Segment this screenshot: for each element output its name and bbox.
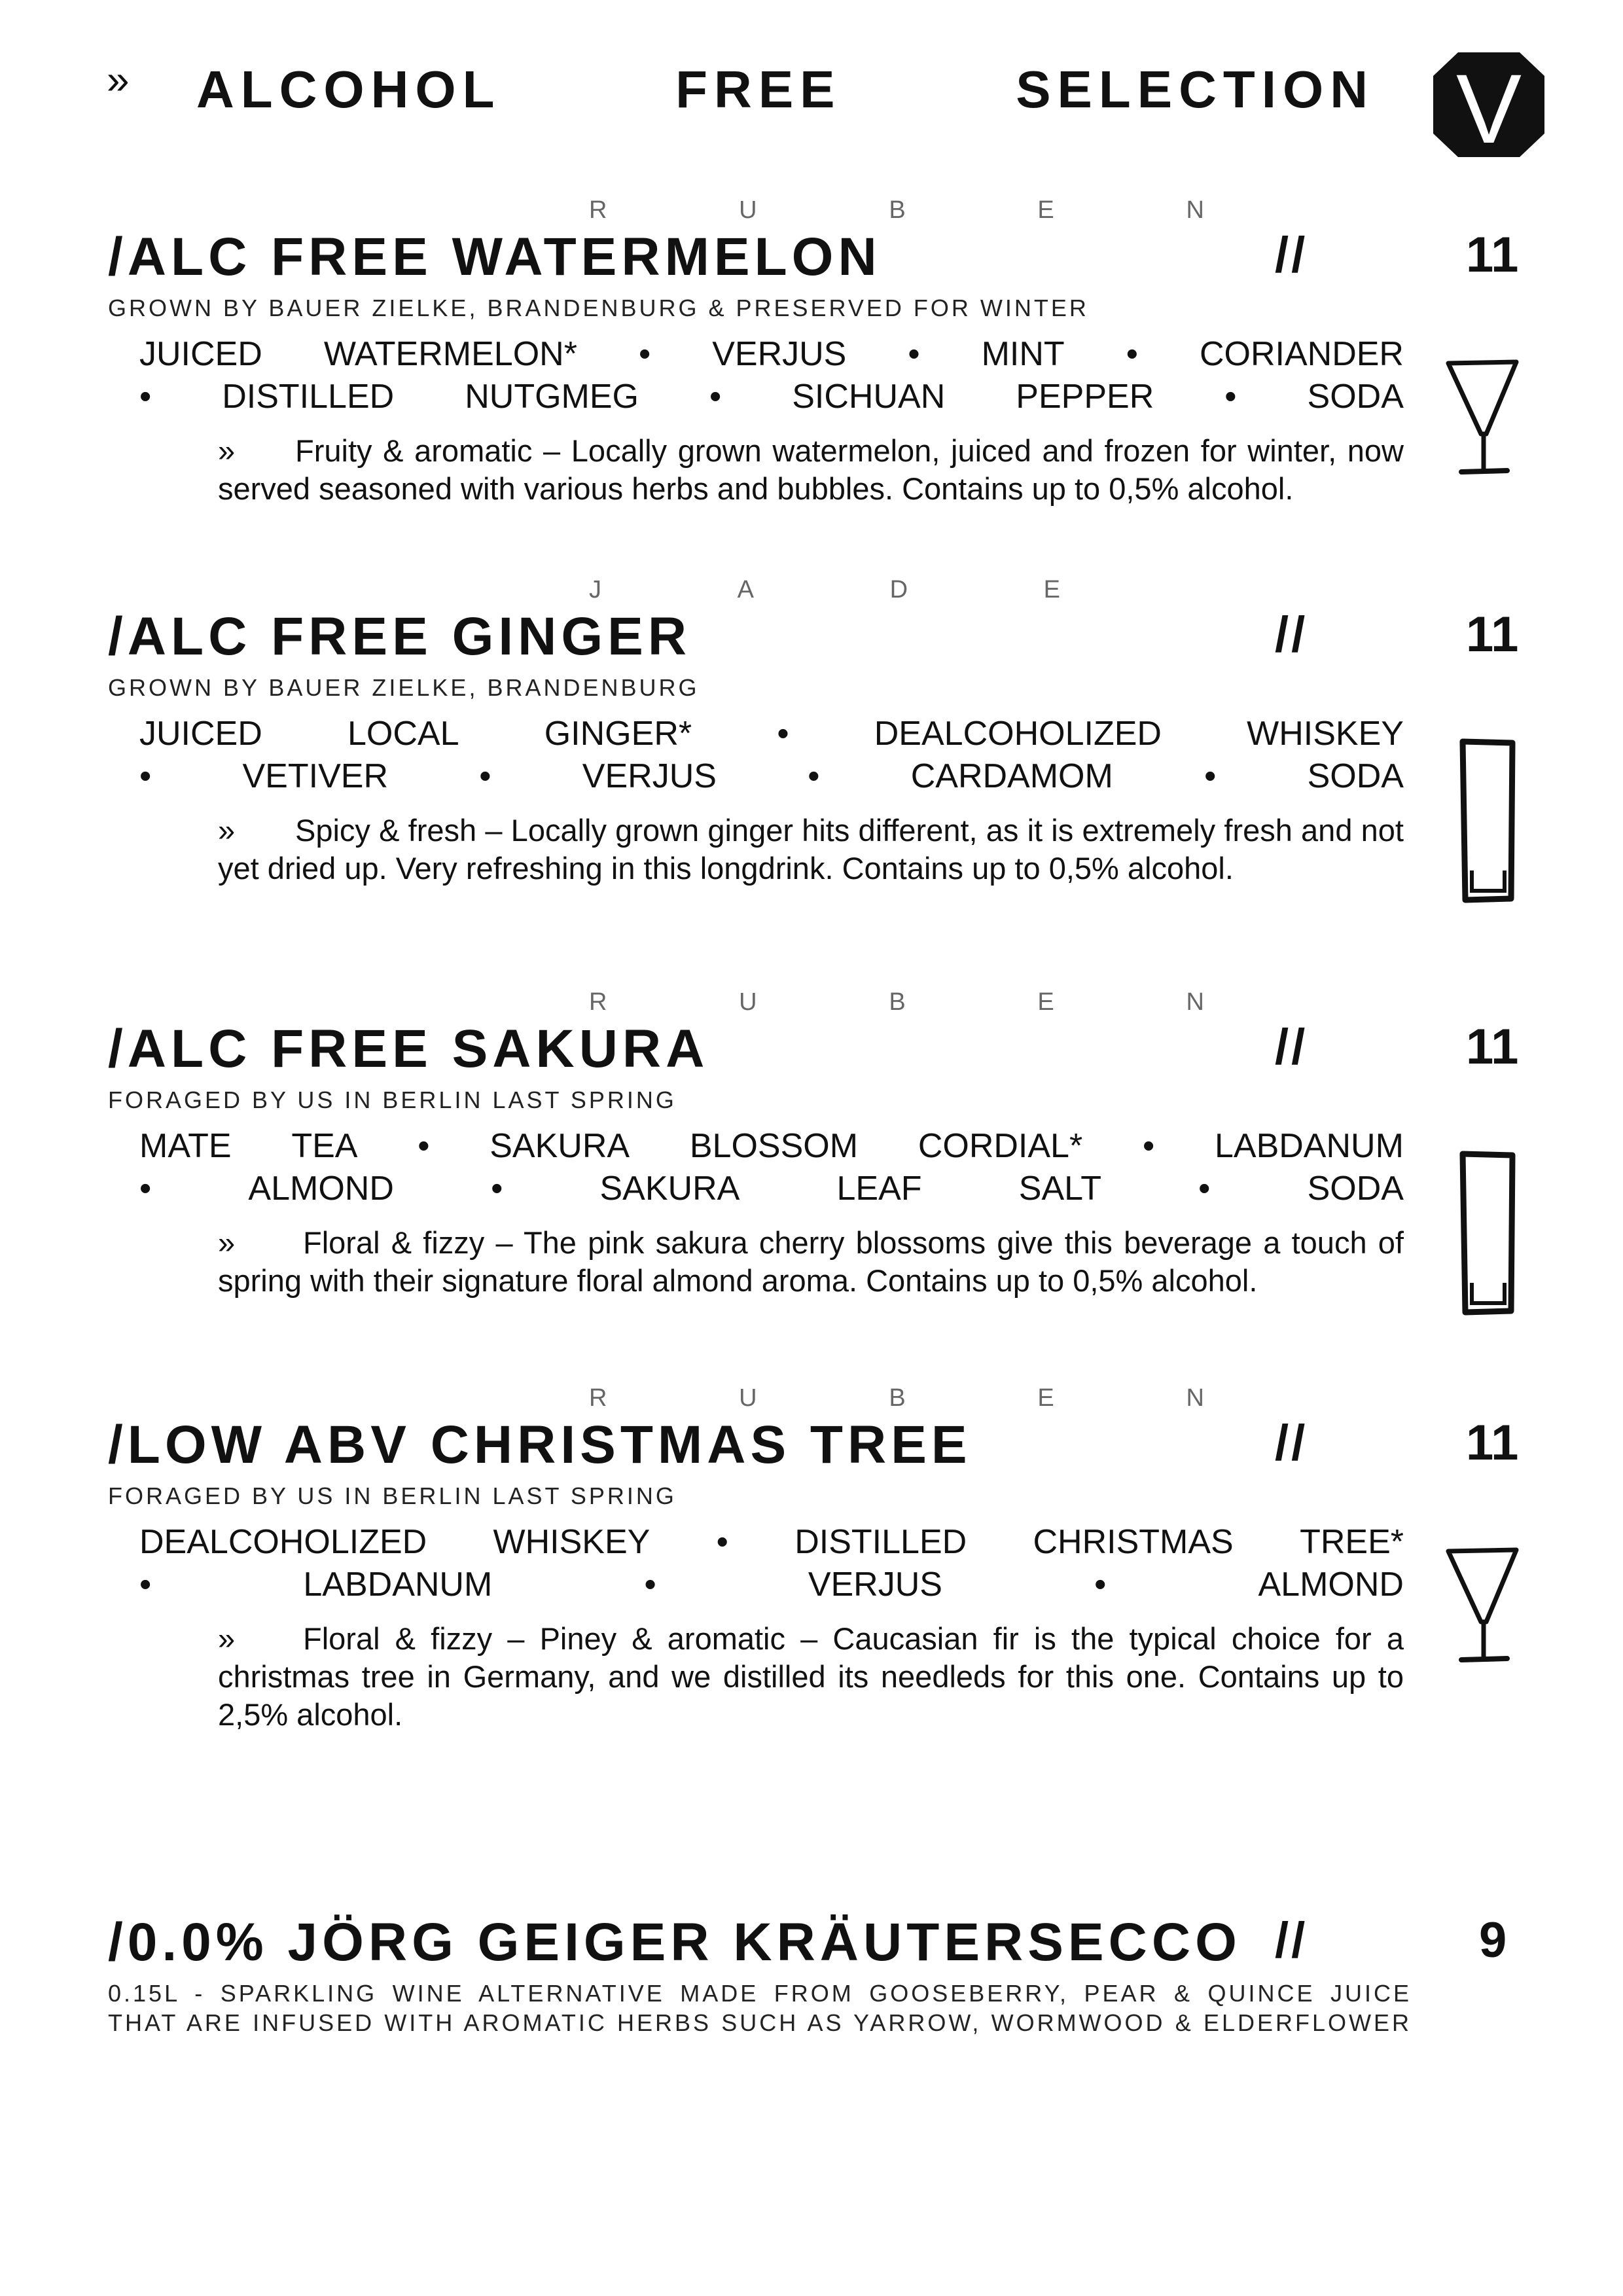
credit-letter: A: [737, 576, 754, 603]
ingredients-line: [139, 337, 1404, 371]
ingredient-word: JUICED: [139, 715, 262, 753]
credit-letter: E: [1037, 988, 1054, 1016]
drink-description: [218, 1224, 1404, 1300]
ingredient-word: CORDIAL*: [918, 1127, 1083, 1165]
bartender-credit: [589, 576, 1060, 602]
ingredients-line: [139, 759, 1404, 793]
drink-description: [218, 812, 1404, 888]
ingredient-word: SODA: [1307, 757, 1404, 795]
ingredient-word: SAKURA: [490, 1127, 630, 1165]
credit-letter: R: [589, 196, 607, 224]
ingredients-line: [139, 717, 1404, 751]
ingredient-bullet: •: [491, 1170, 503, 1208]
drink-origin: GROWN BY BAUER ZIELKE, BRANDENBURG: [108, 674, 700, 701]
ingredient-word: LOCAL: [348, 715, 459, 753]
ingredient-word: NUTGMEG: [465, 378, 639, 416]
coupe-glass-icon: [1443, 1545, 1522, 1669]
description-text: Spicy & fresh – Locally grown ginger hits different, as it is extremely fresh and not yet dried up. Very refreshing in this longdrink. Contains up to 0,5% alcohol.: [218, 813, 1404, 886]
ingredient-bullet: •: [644, 1566, 656, 1604]
drink-origin: FORAGED BY US IN BERLIN LAST SPRING: [108, 1086, 677, 1113]
ingredient-word: SODA: [1307, 1170, 1404, 1208]
ingredient-bullet: •: [808, 757, 820, 795]
ingredient-word: VETIVER: [242, 757, 388, 795]
bartender-credit: [589, 1384, 1204, 1410]
ingredient-word: WATERMELON*: [323, 335, 577, 373]
page-title-word: ALCOHOL: [196, 60, 501, 118]
credit-letter: E: [1037, 1384, 1054, 1412]
ingredient-bullet: •: [716, 1523, 728, 1561]
ingredient-bullet: •: [908, 335, 920, 373]
ingredient-word: TEA: [291, 1127, 358, 1165]
credit-letter: N: [1186, 196, 1204, 224]
ingredients-line: [139, 1129, 1404, 1163]
ingredients-line: [139, 1568, 1404, 1602]
ingredient-bullet: •: [1204, 757, 1217, 795]
ingredient-bullet: •: [1126, 335, 1138, 373]
ingredient-word: ALMOND: [1258, 1566, 1404, 1604]
description-arrow: »: [218, 813, 236, 848]
price-separator: //: [1275, 607, 1308, 662]
ingredient-word: ALMOND: [248, 1170, 394, 1208]
price-separator: //: [1275, 1912, 1308, 1968]
credit-letter: N: [1186, 1384, 1204, 1412]
credit-letter: U: [739, 196, 757, 224]
ingredient-word: BLOSSOM: [689, 1127, 859, 1165]
drink-item: [108, 988, 1522, 1329]
bottle-name: /0.0% JÖRG GEIGER KRÄUTERSECCO: [108, 1912, 1241, 1972]
logo-v-icon: [1433, 52, 1544, 157]
drink-name: /ALC FREE GINGER: [108, 607, 692, 666]
ingredient-bullet: •: [709, 378, 722, 416]
ingredient-bullet: •: [1142, 1127, 1155, 1165]
credit-letter: N: [1186, 988, 1204, 1016]
ingredient-bullet: •: [139, 757, 152, 795]
credit-letter: R: [589, 988, 607, 1016]
ingredient-word: CHRISTMAS: [1033, 1523, 1234, 1561]
credit-letter: B: [889, 1384, 906, 1412]
drink-price: 11: [1466, 1415, 1519, 1471]
ingredient-word: SALT: [1018, 1170, 1101, 1208]
page-title: [196, 60, 1374, 119]
ingredient-bullet: •: [1198, 1170, 1211, 1208]
header-arrow: »: [107, 58, 130, 103]
page-title-word: FREE: [675, 60, 842, 118]
ingredient-word: VERJUS: [712, 335, 847, 373]
highball-glass-icon: [1455, 1149, 1520, 1319]
ingredient-word: WHISKEY: [493, 1523, 651, 1561]
price-separator: //: [1275, 1019, 1308, 1075]
drink-item: [108, 196, 1522, 524]
drink-name: /LOW ABV CHRISTMAS TREE: [108, 1415, 972, 1475]
price-separator: //: [1275, 227, 1308, 283]
ingredient-word: WHISKEY: [1247, 715, 1404, 753]
ingredient-word: GINGER*: [544, 715, 692, 753]
ingredient-word: TREE*: [1300, 1523, 1404, 1561]
drink-price: 11: [1466, 1019, 1519, 1075]
credit-letter: J: [589, 576, 601, 603]
ingredient-bullet: •: [139, 1170, 152, 1208]
ingredient-word: LABDANUM: [1214, 1127, 1404, 1165]
ingredient-word: DEALCOHOLIZED: [874, 715, 1162, 753]
ingredient-bullet: •: [1224, 378, 1237, 416]
ingredient-word: DISTILLED: [222, 378, 395, 416]
description-text: Floral & fizzy – Piney & aromatic – Caucasian fir is the typical choice for a christmas tree in Germany, and we distilled its needleds for this one. Contains up to 2,5% alcohol.: [218, 1621, 1404, 1732]
ingredient-word: SAKURA: [599, 1170, 740, 1208]
drink-name: /ALC FREE SAKURA: [108, 1019, 709, 1079]
bottle-description-line: 0.15L - SPARKLING WINE ALTERNATIVE MADE FROM GOOSEBERRY, PEAR & QUINCE JUICE: [108, 1980, 1412, 2007]
description-arrow: »: [218, 1621, 236, 1656]
credit-letter: D: [889, 576, 908, 603]
credit-letter: B: [889, 988, 906, 1016]
ingredients-line: [139, 1172, 1404, 1206]
highball-glass-icon: [1455, 736, 1520, 906]
credit-letter: E: [1037, 196, 1054, 224]
ingredient-word: JUICED: [139, 335, 262, 373]
ingredient-word: LABDANUM: [303, 1566, 493, 1604]
ingredient-bullet: •: [777, 715, 789, 753]
logo-letter: V: [1455, 54, 1522, 157]
ingredient-word: MINT: [981, 335, 1065, 373]
ingredient-word: VERJUS: [582, 757, 717, 795]
description-text: Fruity & aromatic – Locally grown watermelon, juiced and frozen for winter, now served seasoned with various herbs and bubbles. Contains up to 0,5% alcohol.: [218, 433, 1404, 506]
description-text: Floral & fizzy – The pink sakura cherry blossoms give this beverage a touch of spring with their signature floral almond aroma. Contains up to 0,5% alcohol.: [218, 1225, 1404, 1298]
drink-origin: GROWN BY BAUER ZIELKE, BRANDENBURG & PRESERVED FOR WINTER: [108, 295, 1089, 321]
bottle-item: [108, 1882, 1522, 2052]
drink-name: /ALC FREE WATERMELON: [108, 227, 882, 287]
credit-letter: U: [739, 1384, 757, 1412]
credit-letter: R: [589, 1384, 607, 1412]
ingredient-bullet: •: [1094, 1566, 1107, 1604]
ingredient-word: VERJUS: [808, 1566, 942, 1604]
credit-letter: U: [739, 988, 757, 1016]
ingredient-word: PEPPER: [1016, 378, 1154, 416]
ingredients-line: [139, 380, 1404, 414]
ingredient-word: DEALCOHOLIZED: [139, 1523, 427, 1561]
drink-price: 11: [1466, 227, 1519, 283]
drink-price: 11: [1466, 607, 1519, 662]
bartender-credit: [589, 988, 1204, 1014]
ingredient-word: DISTILLED: [794, 1523, 967, 1561]
drink-description: [218, 1620, 1404, 1734]
ingredient-word: SICHUAN: [792, 378, 946, 416]
ingredient-word: MATE: [139, 1127, 232, 1165]
credit-letter: E: [1043, 576, 1060, 603]
description-arrow: »: [218, 1225, 236, 1260]
bottle-price: 9: [1479, 1912, 1507, 1968]
bottle-description-line: THAT ARE INFUSED WITH AROMATIC HERBS SUCH AS YARROW, WORMWOOD & ELDERFLOWER: [108, 2009, 1412, 2036]
page-title-word: SELECTION: [1016, 60, 1374, 118]
coupe-glass-icon: [1443, 357, 1522, 481]
price-separator: //: [1275, 1415, 1308, 1471]
ingredient-bullet: •: [139, 1566, 152, 1604]
ingredient-word: CARDAMOM: [910, 757, 1113, 795]
ingredient-word: SODA: [1307, 378, 1404, 416]
description-arrow: »: [218, 433, 236, 468]
ingredient-word: CORIANDER: [1199, 335, 1404, 373]
ingredient-bullet: •: [479, 757, 491, 795]
credit-letter: B: [889, 196, 906, 224]
ingredient-bullet: •: [139, 378, 152, 416]
drink-origin: FORAGED BY US IN BERLIN LAST SPRING: [108, 1482, 677, 1509]
ingredients-line: [139, 1525, 1404, 1559]
ingredient-word: LEAF: [836, 1170, 922, 1208]
drink-item: [108, 576, 1522, 916]
bartender-credit: [589, 196, 1204, 223]
ingredient-bullet: •: [638, 335, 651, 373]
drink-item: [108, 1384, 1522, 1751]
ingredient-bullet: •: [418, 1127, 430, 1165]
drink-description: [218, 432, 1404, 508]
